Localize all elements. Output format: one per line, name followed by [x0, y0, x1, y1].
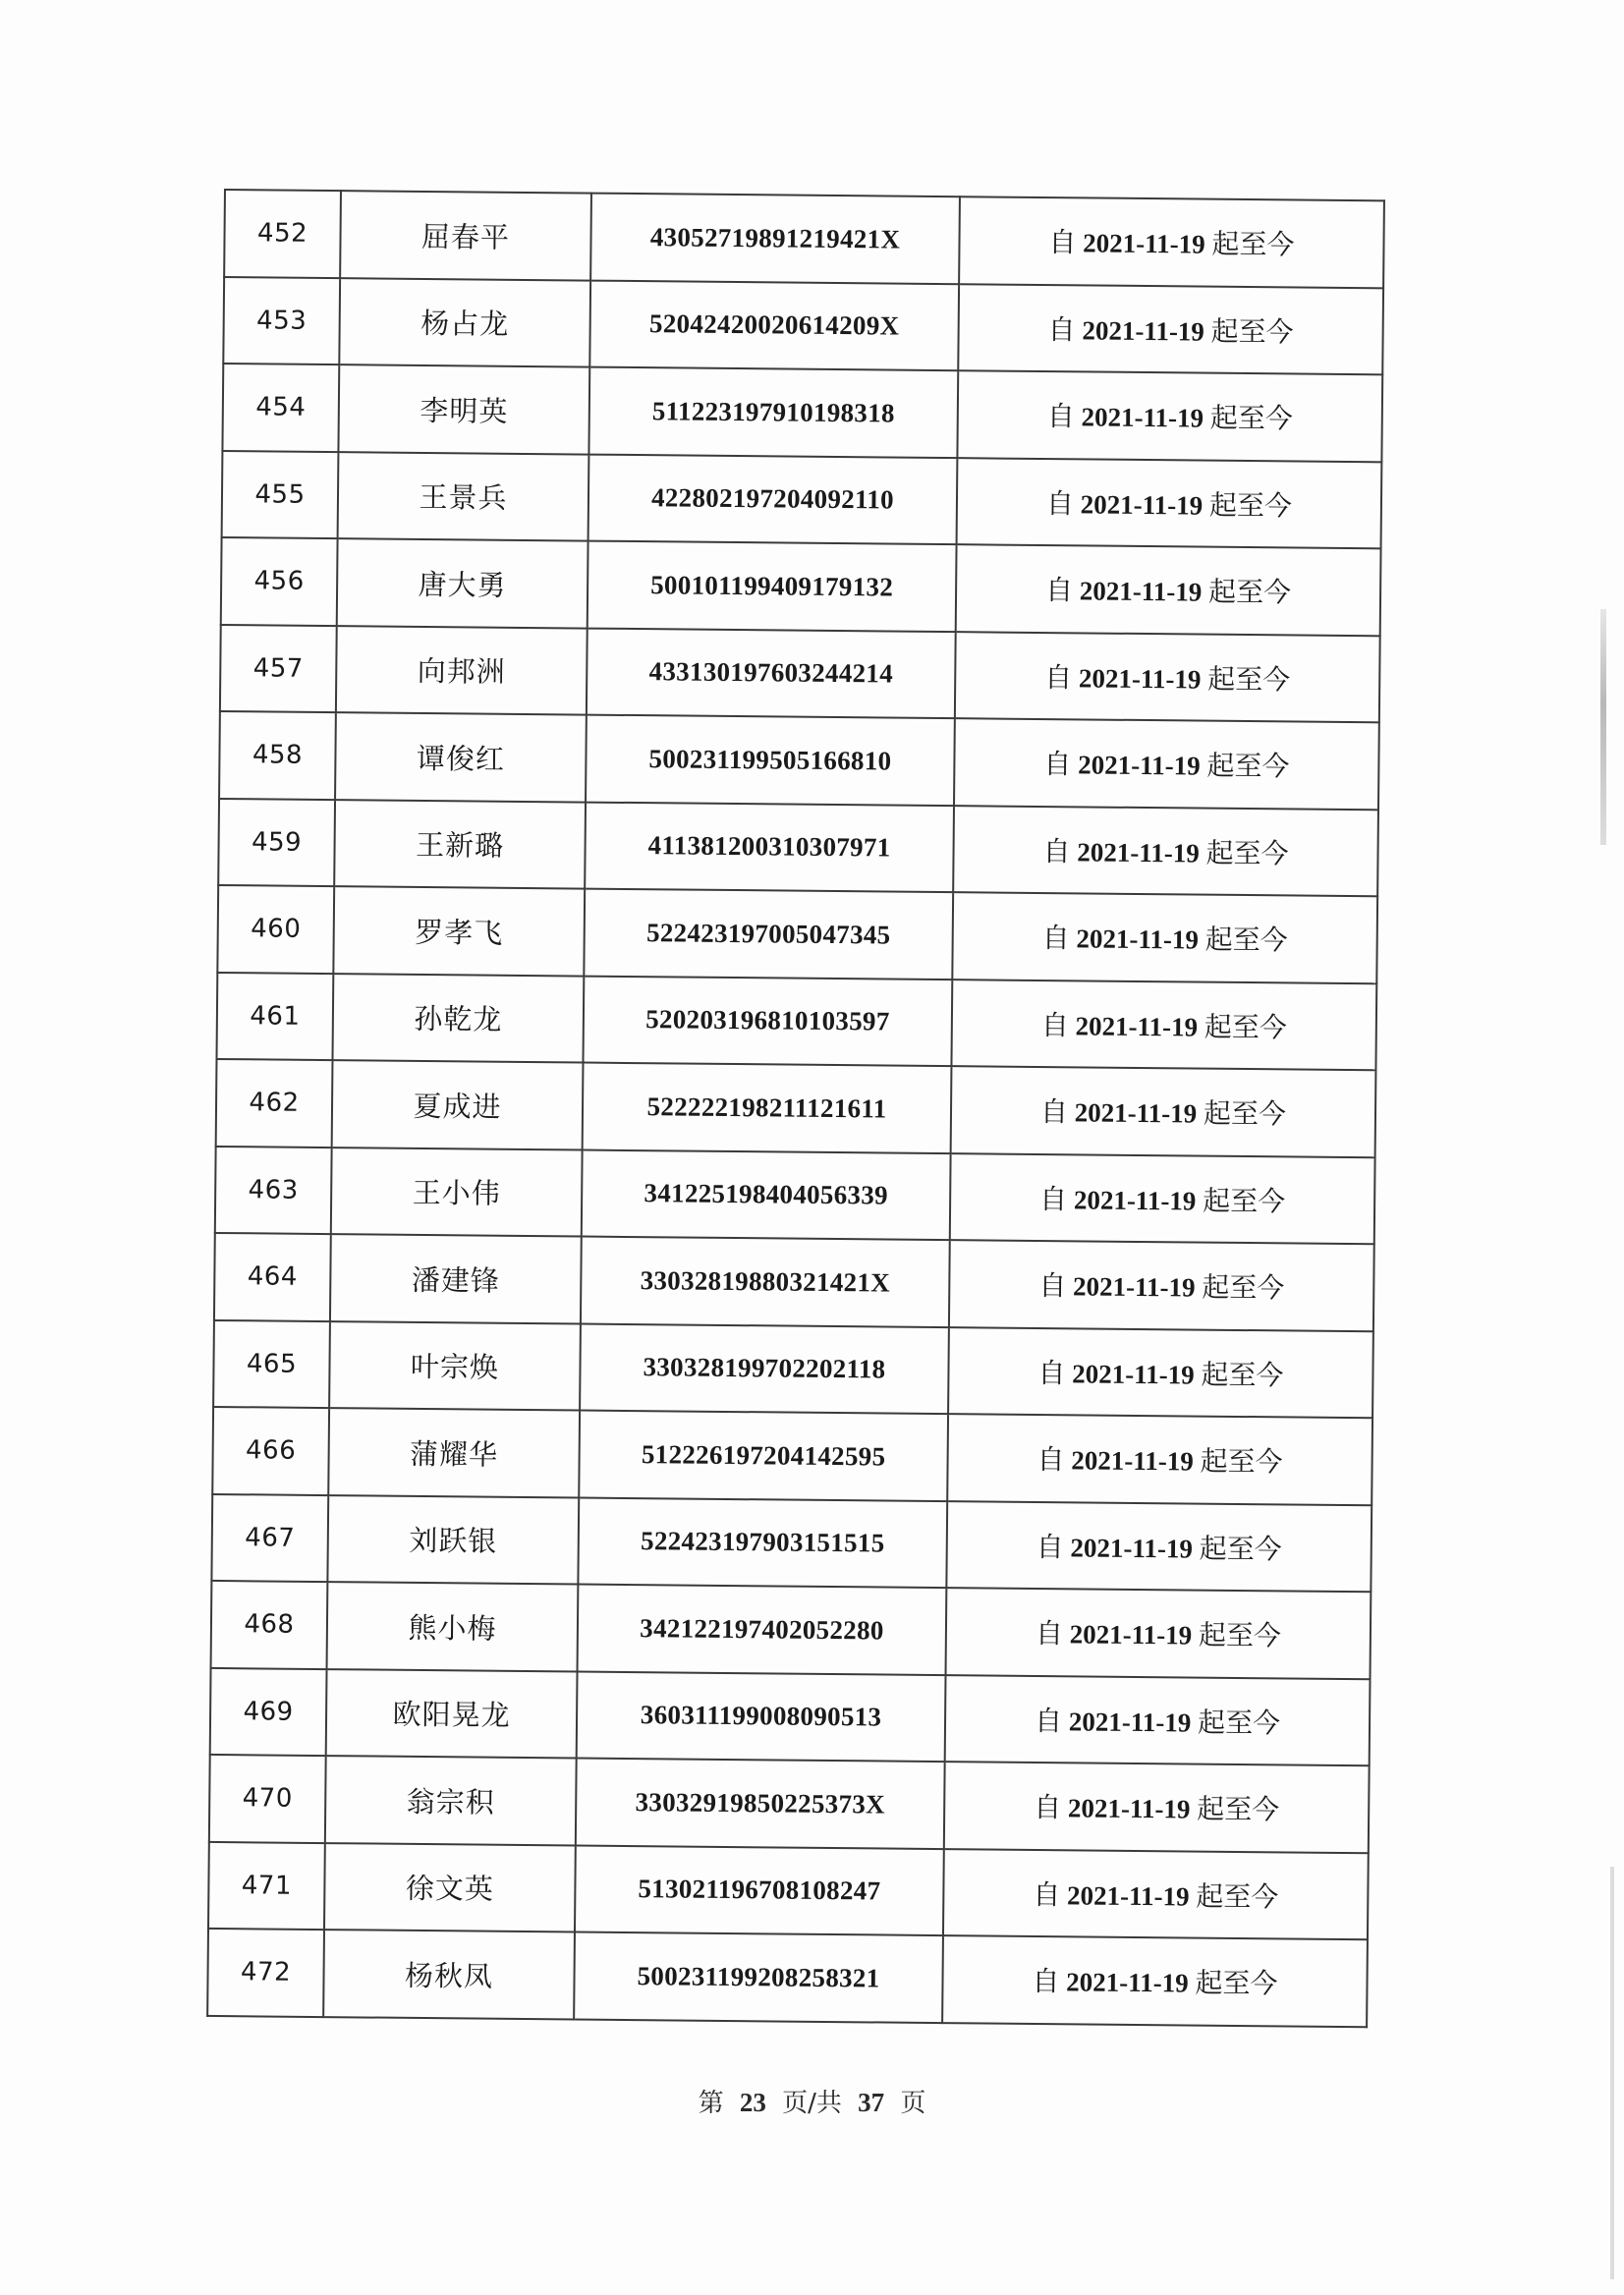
- date-suffix: 起至今: [1195, 1966, 1278, 2000]
- id-number-cell: 360311199008090513: [577, 1671, 946, 1762]
- date-suffix: 起至今: [1206, 749, 1290, 783]
- person-name-cell: 王小伟: [331, 1148, 583, 1237]
- row-number-cell: 465: [213, 1319, 330, 1408]
- table-row: [208, 1841, 1369, 1939]
- date-value: 2021-11-19: [1072, 1271, 1196, 1303]
- row-number-cell: 464: [214, 1233, 331, 1321]
- id-number-cell: 513021196708108247: [575, 1845, 944, 1935]
- date-value: 2021-11-19: [1078, 663, 1202, 695]
- footer-page-number: 23: [739, 2088, 766, 2117]
- footer-prefix: 第: [698, 2089, 724, 2118]
- date-value: 2021-11-19: [1067, 1793, 1191, 1824]
- effective-date-cell: [958, 284, 1383, 375]
- effective-date-cell: [957, 370, 1382, 462]
- date-suffix: 起至今: [1201, 1358, 1284, 1392]
- date-suffix: 起至今: [1207, 575, 1292, 609]
- date-suffix: 起至今: [1210, 314, 1294, 349]
- table-row: [207, 1929, 1368, 2027]
- person-name-cell: 罗孝飞: [333, 886, 585, 976]
- id-number-cell: 33032819880321421X: [581, 1237, 950, 1327]
- date-prefix: 自: [1047, 312, 1076, 347]
- date-value: 2021-11-19: [1079, 576, 1203, 607]
- effective-date-cell: [949, 1240, 1374, 1331]
- date-value: 2021-11-19: [1076, 924, 1200, 955]
- table-row: [209, 1755, 1370, 1853]
- row-number-cell: 456: [221, 537, 338, 626]
- table-row: [222, 364, 1382, 462]
- date-value: 2021-11-19: [1081, 402, 1204, 433]
- date-suffix: 起至今: [1211, 227, 1295, 261]
- id-number-cell: 330328199702202118: [580, 1323, 949, 1414]
- date-prefix: 自: [1041, 922, 1070, 955]
- person-name-cell: 欧阳晃龙: [326, 1669, 578, 1759]
- date-value: 2021-11-19: [1073, 1185, 1197, 1216]
- row-number-cell: 470: [209, 1755, 326, 1843]
- date-prefix: 自: [1042, 834, 1071, 868]
- effective-date-cell: [945, 1675, 1371, 1766]
- person-name-cell: 杨秋凤: [323, 1930, 575, 2019]
- date-prefix: 自: [1034, 1791, 1062, 1824]
- id-number-cell: 522423197903151515: [578, 1497, 947, 1588]
- footer-middle: 页/共: [782, 2089, 842, 2118]
- table-row: [212, 1407, 1372, 1505]
- date-suffix: 起至今: [1208, 488, 1293, 523]
- date-prefix: 自: [1046, 400, 1075, 433]
- row-number-cell: 466: [212, 1407, 329, 1495]
- date-value: 2021-11-19: [1071, 1445, 1195, 1477]
- id-number-cell: 520203196810103597: [583, 976, 952, 1066]
- date-value: 2021-11-19: [1068, 1707, 1192, 1738]
- person-name-cell: 翁宗积: [325, 1756, 577, 1845]
- table-row: [220, 624, 1380, 722]
- date-value: 2021-11-19: [1082, 315, 1205, 347]
- row-number-cell: 468: [211, 1581, 328, 1669]
- effective-date-cell: [954, 718, 1379, 810]
- row-number-cell: 452: [224, 190, 341, 278]
- date-suffix: 起至今: [1204, 923, 1288, 957]
- id-number-cell: 512226197204142595: [579, 1411, 948, 1501]
- id-number-cell: 411381200310307971: [585, 802, 954, 892]
- date-value: 2021-11-19: [1070, 1533, 1194, 1564]
- date-suffix: 起至今: [1203, 1184, 1286, 1218]
- table-row: [218, 798, 1378, 896]
- date-value: 2021-11-19: [1080, 489, 1204, 521]
- date-suffix: 起至今: [1197, 1792, 1280, 1826]
- date-suffix: 起至今: [1204, 1010, 1288, 1044]
- person-name-cell: 叶宗焕: [329, 1321, 581, 1411]
- date-suffix: 起至今: [1199, 1532, 1282, 1566]
- table-row: [211, 1581, 1372, 1679]
- date-prefix: 自: [1038, 1182, 1068, 1216]
- table-row: [224, 190, 1384, 288]
- row-number-cell: 463: [215, 1146, 332, 1234]
- row-number-cell: 460: [217, 885, 334, 974]
- effective-date-cell: [950, 1153, 1375, 1245]
- date-suffix: 起至今: [1205, 836, 1289, 870]
- roster-table-body: [207, 190, 1384, 2027]
- date-value: 2021-11-19: [1074, 1097, 1198, 1129]
- date-prefix: 自: [1045, 486, 1075, 521]
- date-prefix: 自: [1038, 1269, 1067, 1303]
- person-name-cell: 屈春平: [340, 191, 591, 280]
- effective-date-cell: [948, 1327, 1373, 1419]
- effective-date-cell: [946, 1501, 1372, 1593]
- effective-date-cell: [944, 1762, 1370, 1853]
- row-number-cell: 458: [219, 711, 336, 800]
- row-number-cell: 457: [220, 624, 337, 712]
- id-number-cell: 500231199505166810: [586, 715, 955, 806]
- date-prefix: 自: [1036, 1443, 1065, 1477]
- table-row: [210, 1667, 1371, 1765]
- effective-date-cell: [952, 892, 1377, 983]
- roster-table-wrapper: [206, 189, 1383, 2028]
- date-suffix: 起至今: [1202, 1270, 1285, 1305]
- person-name-cell: 夏成进: [332, 1060, 584, 1149]
- table-row: [211, 1493, 1372, 1592]
- person-name-cell: 王景兵: [338, 452, 589, 541]
- person-name-cell: 唐大勇: [337, 538, 588, 628]
- date-value: 2021-11-19: [1066, 1967, 1189, 1998]
- person-name-cell: 李明英: [338, 364, 589, 454]
- effective-date-cell: [955, 632, 1380, 723]
- footer-suffix: 页: [900, 2089, 926, 2118]
- roster-table: [206, 189, 1385, 2028]
- date-suffix: 起至今: [1203, 1096, 1287, 1131]
- table-row: [219, 711, 1379, 810]
- person-name-cell: 谭俊红: [335, 712, 587, 802]
- id-number-cell: 52042420020614209X: [589, 280, 959, 370]
- date-value: 2021-11-19: [1072, 1359, 1195, 1390]
- person-name-cell: 蒲耀华: [328, 1408, 580, 1497]
- row-number-cell: 462: [216, 1059, 333, 1148]
- table-row: [217, 885, 1377, 983]
- date-suffix: 起至今: [1207, 662, 1291, 697]
- table-row: [221, 537, 1381, 636]
- effective-date-cell: [953, 806, 1378, 897]
- id-number-cell: 500231199208258321: [574, 1932, 943, 2023]
- person-name-cell: 刘跃银: [327, 1495, 579, 1585]
- id-number-cell: 511223197910198318: [588, 367, 958, 458]
- person-name-cell: 杨占龙: [339, 278, 590, 367]
- id-number-cell: 522222198211121611: [583, 1063, 952, 1153]
- scan-edge-artifact: [1610, 1867, 1614, 2279]
- date-prefix: 自: [1048, 226, 1077, 259]
- date-prefix: 自: [1037, 1356, 1066, 1390]
- date-prefix: 自: [1044, 660, 1073, 695]
- date-suffix: 起至今: [1197, 1706, 1281, 1740]
- date-prefix: 自: [1040, 1008, 1070, 1042]
- id-number-cell: 341225198404056339: [582, 1149, 951, 1240]
- table-row: [216, 972, 1376, 1070]
- table-row: [213, 1319, 1373, 1418]
- date-prefix: 自: [1044, 574, 1074, 607]
- table-row: [222, 450, 1382, 548]
- date-suffix: 起至今: [1196, 1879, 1279, 1914]
- date-prefix: 自: [1039, 1095, 1069, 1129]
- date-value: 2021-11-19: [1066, 1880, 1190, 1912]
- table-row: [214, 1233, 1374, 1331]
- effective-date-cell: [957, 458, 1382, 549]
- id-number-cell: 500101199409179132: [588, 541, 957, 632]
- date-value: 2021-11-19: [1077, 837, 1200, 868]
- row-number-cell: 471: [208, 1841, 325, 1930]
- id-number-cell: 342122197402052280: [578, 1585, 947, 1675]
- date-prefix: 自: [1033, 1877, 1061, 1912]
- row-number-cell: 455: [222, 450, 339, 538]
- effective-date-cell: [959, 196, 1384, 288]
- row-number-cell: 459: [218, 798, 335, 886]
- id-number-cell: 33032919850225373X: [576, 1759, 945, 1849]
- table-row: [223, 277, 1383, 375]
- row-number-cell: 461: [216, 972, 333, 1060]
- row-number-cell: 472: [207, 1929, 324, 2017]
- date-prefix: 自: [1034, 1704, 1063, 1738]
- date-suffix: 起至今: [1209, 401, 1293, 435]
- person-name-cell: 潘建锋: [330, 1234, 582, 1323]
- id-number-cell: 43052719891219421X: [590, 194, 960, 284]
- id-number-cell: 522423197005047345: [584, 889, 953, 980]
- effective-date-cell: [951, 1066, 1376, 1157]
- row-number-cell: 454: [222, 364, 339, 452]
- date-prefix: 自: [1035, 1617, 1064, 1651]
- date-value: 2021-11-19: [1075, 1011, 1199, 1042]
- date-prefix: 自: [1043, 748, 1072, 781]
- effective-date-cell: [956, 544, 1381, 636]
- row-number-cell: 467: [211, 1493, 328, 1582]
- effective-date-cell: [942, 1935, 1368, 2027]
- scan-edge-artifact: [1600, 609, 1606, 845]
- footer-total-pages: 37: [858, 2088, 885, 2117]
- effective-date-cell: [943, 1849, 1369, 1940]
- date-prefix: 自: [1032, 1965, 1060, 1998]
- effective-date-cell: [946, 1588, 1372, 1679]
- row-number-cell: 469: [210, 1667, 327, 1756]
- person-name-cell: 徐文英: [324, 1843, 576, 1932]
- effective-date-cell: [947, 1414, 1372, 1505]
- id-number-cell: 433130197603244214: [587, 628, 956, 718]
- date-prefix: 自: [1036, 1530, 1064, 1564]
- page-footer: [0, 2083, 1624, 2119]
- effective-date-cell: [951, 980, 1376, 1071]
- id-number-cell: 422802197204092110: [588, 454, 958, 544]
- date-value: 2021-11-19: [1083, 228, 1205, 259]
- row-number-cell: 453: [223, 277, 340, 365]
- date-suffix: 起至今: [1198, 1618, 1282, 1652]
- person-name-cell: 熊小梅: [327, 1582, 579, 1671]
- person-name-cell: 王新璐: [334, 800, 586, 889]
- table-row: [216, 1059, 1376, 1157]
- table-row: [215, 1146, 1375, 1244]
- person-name-cell: 孙乾龙: [332, 974, 584, 1063]
- date-value: 2021-11-19: [1069, 1619, 1193, 1651]
- date-suffix: 起至今: [1200, 1444, 1283, 1479]
- person-name-cell: 向邦洲: [336, 626, 588, 715]
- date-value: 2021-11-19: [1078, 750, 1201, 781]
